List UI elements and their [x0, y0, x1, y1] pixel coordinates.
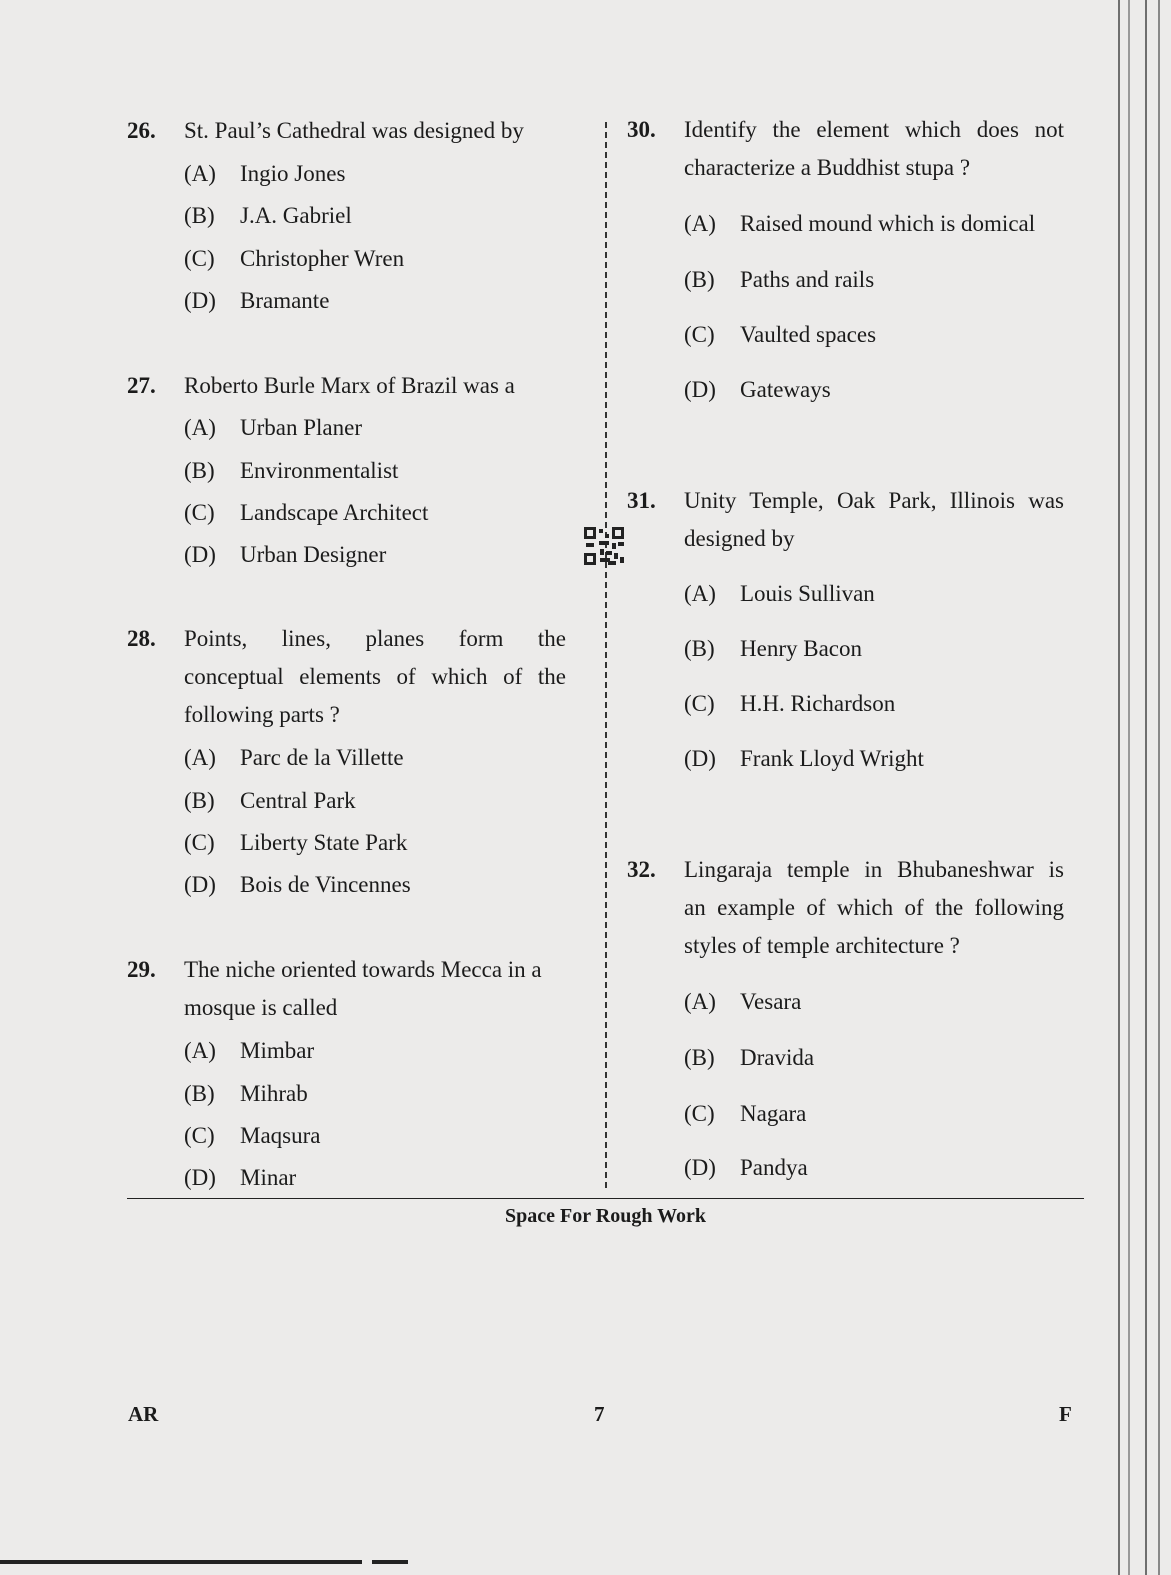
column-divider [605, 122, 607, 1188]
scan-edge-line [1145, 0, 1147, 1575]
option-text: Landscape Architect [240, 500, 429, 525]
option-text: H.H. Richardson [740, 691, 896, 716]
stem-line: mosque is called [184, 995, 338, 1020]
rough-work-label: Space For Rough Work [505, 1205, 706, 1227]
option-label: (C) [184, 500, 215, 525]
question-stem [184, 951, 577, 1027]
option-text: Liberty State Park [240, 830, 408, 855]
question-26 [127, 112, 577, 317]
option-text: Nagara [740, 1101, 807, 1126]
question-number: 28. [127, 626, 156, 651]
option-label: (B) [184, 788, 215, 813]
stem-line: St. Paul’s Cathedral was designed by [184, 118, 524, 143]
option-label: (C) [684, 691, 715, 716]
question-stem [684, 111, 1064, 187]
option-label: (D) [184, 288, 216, 313]
bottom-bar [372, 1560, 408, 1564]
option-label: (D) [184, 542, 216, 567]
question-number: 27. [127, 373, 156, 398]
option-b[interactable] [184, 1075, 308, 1113]
question-number: 29. [127, 957, 156, 982]
option-text: Maqsura [240, 1123, 321, 1148]
option-text: Mimbar [240, 1038, 315, 1063]
question-number: 26. [127, 118, 156, 143]
option-c[interactable] [684, 685, 895, 723]
stem-line: an example of which of the following [684, 895, 1064, 920]
option-text: Urban Planer [240, 415, 362, 440]
option-c[interactable] [684, 316, 876, 354]
option-b[interactable] [684, 261, 874, 299]
option-label: (B) [684, 636, 715, 661]
option-a[interactable] [184, 155, 345, 193]
option-text: Paths and rails [740, 267, 875, 292]
option-d[interactable] [684, 1149, 808, 1187]
question-number: 31. [627, 488, 656, 513]
footer-series: F [1059, 1402, 1072, 1426]
stem-line: Roberto Burle Marx of Brazil was a [184, 373, 515, 398]
option-label: (A) [684, 581, 716, 606]
stem-line: conceptual elements of which of the [184, 664, 566, 689]
bottom-bar [0, 1560, 362, 1564]
option-a[interactable] [684, 575, 875, 613]
option-d[interactable] [184, 282, 329, 320]
option-text: Frank Lloyd Wright [740, 746, 924, 771]
option-label: (A) [184, 415, 216, 440]
scan-edge-line [1158, 0, 1160, 1575]
stem-line: The niche oriented towards Mecca in a [184, 957, 542, 982]
option-label: (A) [184, 161, 216, 186]
option-a[interactable] [684, 205, 1035, 243]
option-d[interactable] [184, 536, 386, 574]
question-stem [684, 851, 1064, 965]
question-number: 30. [627, 117, 656, 142]
rough-work-divider [127, 1198, 1084, 1199]
option-d[interactable] [184, 866, 411, 904]
option-text: Environmentalist [240, 458, 399, 483]
question-stem [184, 620, 566, 734]
option-c[interactable] [184, 494, 428, 532]
scan-edge-line [1118, 0, 1120, 1575]
option-a[interactable] [184, 739, 404, 777]
page-number: 7 [594, 1402, 605, 1426]
option-text: Bois de Vincennes [240, 872, 411, 897]
stem-line: characterize a Buddhist stupa ? [684, 155, 971, 180]
question-30 [627, 111, 1067, 411]
option-text: Urban Designer [240, 542, 387, 567]
question-32 [627, 851, 1067, 1191]
option-text: Pandya [740, 1155, 808, 1180]
stem-line: Lingaraja temple in Bhubaneshwar is [684, 857, 1064, 882]
option-label: (C) [184, 246, 215, 271]
option-label: (A) [684, 989, 716, 1014]
option-c[interactable] [684, 1095, 806, 1133]
option-c[interactable] [184, 240, 404, 278]
option-c[interactable] [184, 1117, 320, 1155]
question-number: 32. [627, 857, 656, 882]
option-text: Henry Bacon [740, 636, 862, 661]
question-28 [127, 620, 577, 910]
option-label: (D) [684, 746, 716, 771]
option-b[interactable] [184, 452, 398, 490]
qr-code-icon [584, 527, 624, 565]
option-label: (B) [184, 203, 215, 228]
option-text: Central Park [240, 788, 356, 813]
option-label: (B) [184, 458, 215, 483]
option-a[interactable] [684, 983, 801, 1021]
option-a[interactable] [184, 1032, 314, 1070]
stem-line: Points, lines, planes form the [184, 626, 566, 651]
stem-line: designed by [684, 526, 795, 551]
option-b[interactable] [684, 1039, 814, 1077]
option-label: (D) [684, 377, 716, 402]
option-label: (A) [184, 745, 216, 770]
question-27 [127, 367, 577, 572]
option-text: Vesara [740, 989, 802, 1014]
option-text: Raised mound which is domical [740, 211, 1036, 236]
stem-line: following parts ? [184, 702, 340, 727]
option-label: (B) [184, 1081, 215, 1106]
stem-line: styles of temple architecture ? [684, 933, 960, 958]
option-text: Mihrab [240, 1081, 308, 1106]
option-label: (C) [684, 322, 715, 347]
question-29 [127, 951, 577, 1196]
option-text: Dravida [740, 1045, 815, 1070]
option-text: Christopher Wren [240, 246, 405, 271]
option-label: (C) [184, 1123, 215, 1148]
option-c[interactable] [184, 824, 407, 862]
option-label: (D) [684, 1155, 716, 1180]
option-text: Parc de la Villette [240, 745, 404, 770]
option-text: J.A. Gabriel [240, 203, 352, 228]
option-d[interactable] [684, 740, 924, 778]
question-31 [627, 482, 1067, 782]
option-text: Gateways [740, 377, 831, 402]
option-label: (B) [684, 1045, 715, 1070]
option-b[interactable] [184, 782, 356, 820]
stem-line: Identify the element which does not [684, 117, 1064, 142]
option-b[interactable] [684, 630, 862, 668]
option-label: (A) [684, 211, 716, 236]
option-a[interactable] [184, 409, 362, 447]
option-label: (D) [184, 872, 216, 897]
option-label: (D) [184, 1165, 216, 1190]
option-d[interactable] [684, 371, 831, 409]
question-stem [184, 367, 577, 405]
scan-edge-line [1128, 0, 1130, 1575]
option-label: (A) [184, 1038, 216, 1063]
option-text: Louis Sullivan [740, 581, 875, 606]
footer-code: AR [128, 1402, 159, 1426]
option-text: Bramante [240, 288, 330, 313]
option-label: (B) [684, 267, 715, 292]
option-text: Minar [240, 1165, 297, 1190]
question-stem [684, 482, 1064, 558]
option-label: (C) [184, 830, 215, 855]
option-text: Ingio Jones [240, 161, 346, 186]
option-d[interactable] [184, 1159, 296, 1197]
question-stem [184, 112, 577, 150]
option-b[interactable] [184, 197, 352, 235]
option-text: Vaulted spaces [740, 322, 877, 347]
stem-line: Unity Temple, Oak Park, Illinois was [684, 488, 1064, 513]
option-label: (C) [684, 1101, 715, 1126]
